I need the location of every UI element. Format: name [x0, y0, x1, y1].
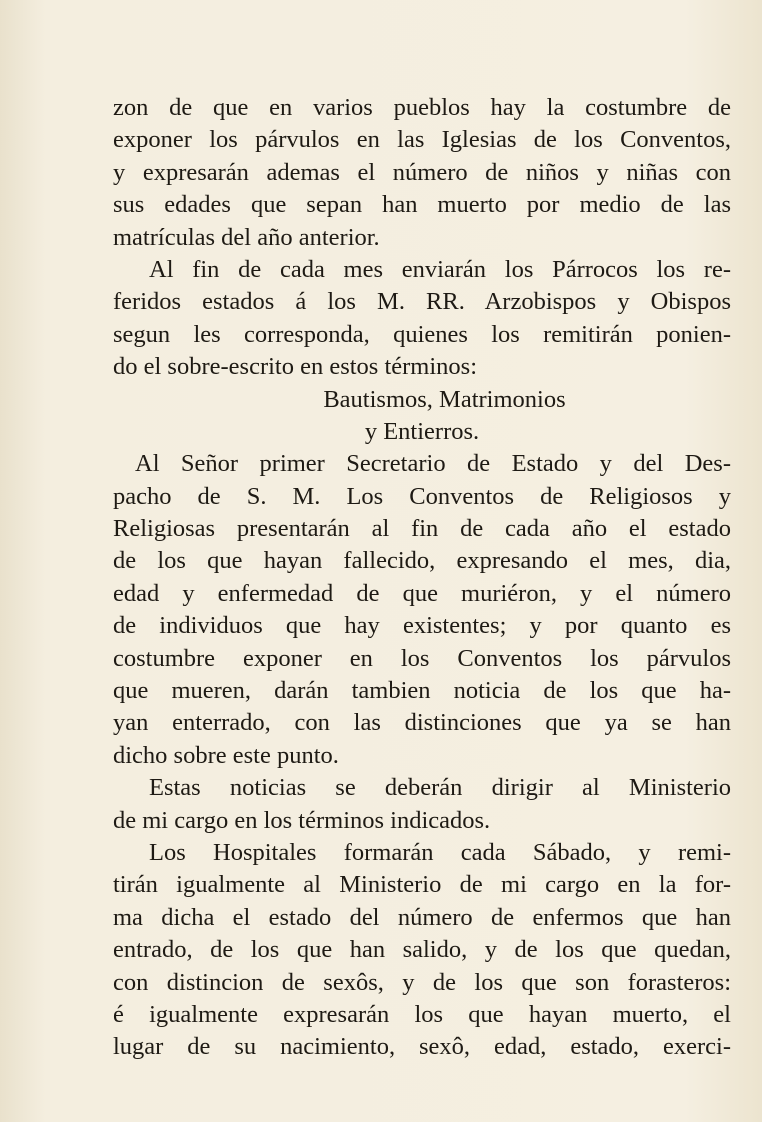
- text-line: de mi cargo en los términos indicados.: [113, 806, 491, 834]
- text-line: edad y enfermedad de que muriéron, y el número: [113, 579, 731, 607]
- text-line: é igualmente expresarán los que hayan muerto, el: [113, 1000, 731, 1028]
- text-line: y expresarán ademas el número de niños y niñas con: [113, 158, 731, 186]
- text-line: pacho de S. M. Los Conventos de Religiosos y: [113, 482, 731, 510]
- text-line: costumbre exponer en los Conventos los párvulos: [113, 644, 731, 672]
- paragraph-start-line: Al Señor primer Secretario de Estado y del Des-: [135, 450, 731, 478]
- address-heading-line-2: y Entierros.: [364, 417, 480, 445]
- address-heading-line-1: Bautismos, Matrimonios: [323, 385, 566, 413]
- text-line: exponer los párvulos en las Iglesias de los Conventos,: [113, 126, 731, 154]
- text-line: yan enterrado, con las distinciones que ya se han: [113, 709, 731, 737]
- text-line: segun les corresponda, quienes los remitirán ponien-: [113, 320, 731, 348]
- text-line: de los que hayan fallecido, expresando el mes, dia,: [113, 547, 731, 575]
- text-line: ma dicha el estado del número de enfermos que han: [113, 903, 731, 931]
- text-line: que mueren, darán tambien noticia de los que ha-: [113, 677, 731, 705]
- text-line: tirán igualmente al Ministerio de mi cargo en la for-: [113, 871, 731, 899]
- text-line: Religiosas presentarán al fin de cada año el estado: [113, 515, 731, 543]
- text-line: zon de que en varios pueblos hay la costumbre de: [113, 94, 731, 121]
- text-line: matrículas del año anterior.: [113, 223, 380, 251]
- text-line: lugar de su nacimiento, sexô, edad, estado, exerci-: [113, 1033, 731, 1061]
- text-line: con distincion de sexôs, y de los que son forasteros:: [113, 968, 731, 996]
- text-line: do el sobre-escrito en estos términos:: [113, 353, 478, 381]
- paragraph-start-line: Estas noticias se deberán dirigir al Ministerio: [149, 774, 731, 802]
- text-line: entrado, de los que han salido, y de los que quedan,: [113, 936, 731, 964]
- body-text: [113, 92, 731, 1064]
- text-line: de individuos que hay existentes; y por quanto es: [113, 612, 731, 640]
- paragraph-start-line: Al fin de cada mes enviarán los Párrocos los re-: [149, 255, 731, 283]
- text-line: dicho sobre este punto.: [113, 741, 339, 769]
- text-line: sus edades que sepan han muerto por medio de las: [113, 191, 731, 219]
- text-line: feridos estados á los M. RR. Arzobispos y Obispos: [113, 288, 731, 316]
- paragraph-start-line: Los Hospitales formarán cada Sábado, y remi-: [149, 838, 731, 866]
